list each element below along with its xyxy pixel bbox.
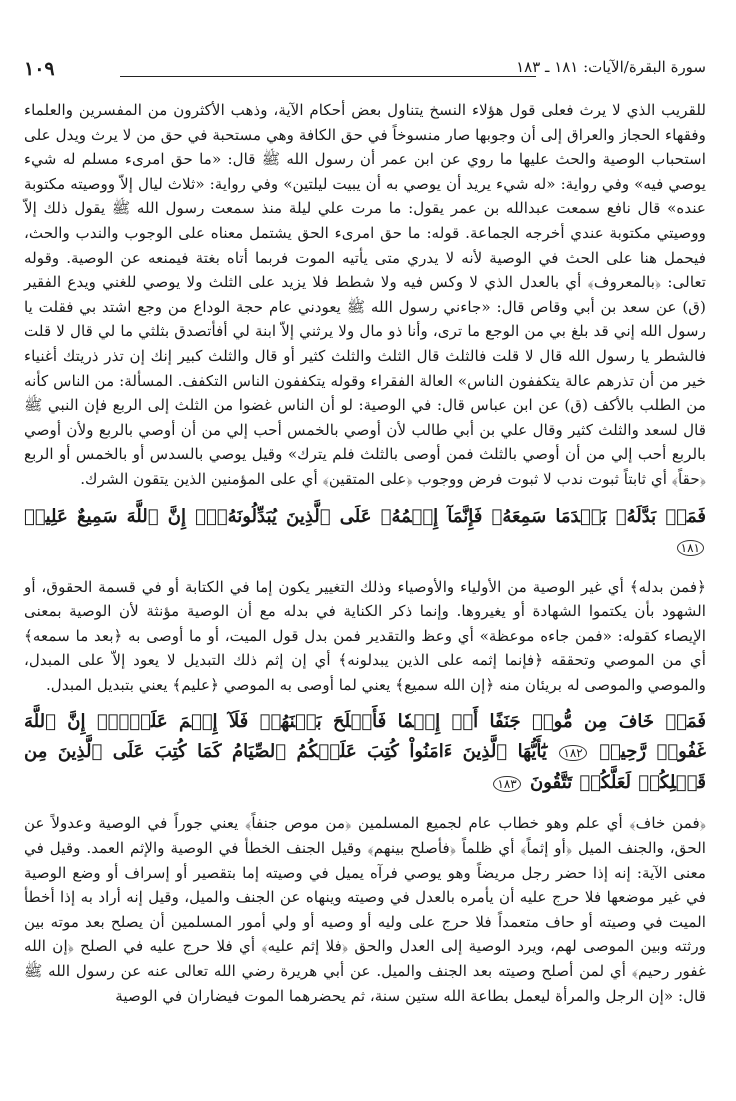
commentary-paragraph-2: ﴿فمن بدله﴾ أي غير الوصية من الأولياء والأوصياء وذلك التغيير يكون إما في الكتابة أو في قسمة الحقوق، أو الشهود بأن يكتموا الشهادة أو يغيروها. وإنما ذكر الكناية في بدله مع أن الوصية مؤنثة لأن الوصية بمعنى الإيصاء كقوله: «فمن جاءه موعظة» أي وعظ والتقدير فمن بدل قول الميت، أو ما أوصى به ﴿بعد ما سمعه﴾ أي من الموصي وتحققه ﴿فإنما إثمه على الذين يبدلونه﴾ أي إن إثم ذلك التبديل لا يعود إلاّ على المبدل، والموصي والموصى له بريئان منه ﴿إن الله سميع﴾ يعني لما أوصى به الموصي ﴿عليم﴾ يعني بتبديل المبدل. [24, 577, 706, 694]
ayah-number: ١٨٣ [493, 776, 520, 792]
commentary-paragraph-1: للقريب الذي لا يرث فعلى قول هؤلاء النسخ يتناول بعض أحكام الآية، وذهب الأكثرون من المفسرين والعلماء وفقهاء الحجاز والعراق إلى أن وجوبها صار منسوخاً في حق الكافة وهي مستحبة في حق من لا يرث ويدل على استحباب الوصية والحث عليها ما روي عن ابن عمر أن رسول الله ﷺ قال: «ما حق امرىء مسلم له شيء يوصي فيه» وفي رواية: «له شيء يريد أن يوصي به أن يبيت ليلتين» وفي رواية: «ثلاث ليال إلاّ ووصيته مكتوبة عنده» قال نافع سمعت عبدالله بن عمر يقول: ما مرت علي ليلة منذ سمعت رسول الله ﷺ يقول ذلك إلاّ ووصيتي مكتوبة عندي أخرجه الجماعة. قوله: ما حق امرىء الحق يشتمل معناه على الوجوب والندب والحث، فيحمل هنا على الحث في الوصية لأنه لا يدري متى يأتيه الموت فربما أتاه بغتة فيمنعه عن الوصية. وقوله تعالى: ﴿بالمعروف﴾ أي بالعدل الذي لا وكس فيه ولا شطط فلا يزيد على الثلث ولا يوصي للغني ويدع الفقير (ق) عن سعد بن أبي وقاص قال: «جاءني رسول الله ﷺ يعودني عام حجة الوداع من وجع اشتد بي فقلت يا رسول الله إني قد بلغ بي من الوجع ما ترى، وأنا ذو مال ولا يرثني إلاّ ابنة لي أفأتصدق بثلثي ما لي قال لا قلت فالشطر يا رسول الله قال لا قلت فالثلث قال الثلث والثلث كثير أو قال والثلث كبير إنك إن تذر ذريتك أغنياء خير من أن تذرهم عالة يتكففون الناس» العالة الفقراء وقوله يتكففون الناس التكفف. المسألة: من الناس كأنه من الطلب بالأكف (ق) عن ابن عباس قال: في الوصية: لو أن الناس غضوا من الثلث إلى الربع فإن النبي ﷺ قال لسعد والثلث كثير وقال علي بن أبي طالب لأن أوصي بالخمس أحب إلي من أن أوصي بالربع ولأن أوصي بالربع أحب إلي من أن أوصي بالثلث فمن أوصى بالثلث فلم يترك» وقيل يوصي بالسدس أو بالخمس أو الربع ﴿حقاً﴾ أي ثابتاً ثبوت ندب لا ثبوت فرض ووجوب ﴿على المتقين﴾ أي على المؤمنين الذين يتقون الشرك. [24, 101, 706, 488]
verse-text: يَٰٓأَيُّهَا ٱلَّذِينَ ءَامَنُواْ [409, 741, 547, 763]
verse-text: كُتِبَ عَلَيۡكُمُ ٱلصِّيَامُ كَمَا كُتِبَ عَلَى ٱلَّذِينَ مِن قَبۡلِكُمۡ لَعَلَّكُمۡ تَتَّقُونَ [24, 741, 706, 794]
verse-text: فَمَنۢ بَدَّلَهُۥ بَعۡدَمَا سَمِعَهُۥ فَإِنَّمَآ إِثۡمُهُۥ عَلَى ٱلَّذِينَ يُبَدِّلُونَهُۥٓۚ إِنَّ ٱللَّهَ سَمِيعٌ عَلِيمٞ [24, 505, 706, 527]
quran-verse-181 [24, 502, 706, 563]
page-body [24, 98, 706, 1011]
ayah-number: ١٨١ [677, 540, 704, 556]
quran-verse-182-183 [24, 707, 706, 799]
commentary-paragraph-3: ﴿فمن خاف﴾ أي علم وهو خطاب عام لجميع المسلمين ﴿من موص جنفاً﴾ يعني جوراً في الوصية وعدولاً عن الحق، والجنف الميل ﴿أو إثماً﴾ أي ظلماً ﴿فأصلح بينهم﴾ وقيل الجنف الخطأ في الوصية والإثم العمد. وقيل في معنى الآية: إنه إذا حضر رجل مريضاً وهو يوصي فرآه يميل في وصيته إما بتقصير أو إسراف أو وضع الوصية في غير موضعها فلا حرج عليه أن يأمره بالعدل في وصيته وينهاه عن الجنف والميل، وقيل إنه أراد به إذا أخطأ الميت في وصيته أو حاف متعمداً فلا حرج على وليه أو وصيه أو ولي أمور المسلمين أن يصلح بعد موته بين ورثته وبين الموصى لهم، ويرد الوصية إلى العدل والحق ﴿فلا إثم عليه﴾ أي فلا حرج عليه في الصلح ﴿إن الله غفور رحيم﴾ أي لمن أصلح وصيته بعد الجنف والميل. عن أبي هريرة رضي الله تعالى عنه عن رسول الله ﷺ قال: «إن الرجل والمرأة ليعمل بطاعة الله ستين سنة، ثم يحضرهما الموت فيضاران في الوصية [24, 814, 706, 1005]
ayah-number: ١٨٢ [559, 745, 586, 761]
verse-text: فَمَنۡ خَافَ مِن مُّوصٖ جَنَفًا أَوۡ إِثۡمٗا فَأَصۡلَحَ بَيۡنَهُمۡ فَلَآ إِثۡمَ عَلَيۡهِۚ إِنَّ ٱللَّهَ غَفُورٞ رَّحِيمٞ [24, 711, 706, 763]
header-rule [120, 76, 536, 77]
page-number: ١٠٩ [24, 58, 55, 80]
running-title: سورة البقرة/الآيات: ١٨١ ـ ١٨٣ [516, 58, 706, 76]
